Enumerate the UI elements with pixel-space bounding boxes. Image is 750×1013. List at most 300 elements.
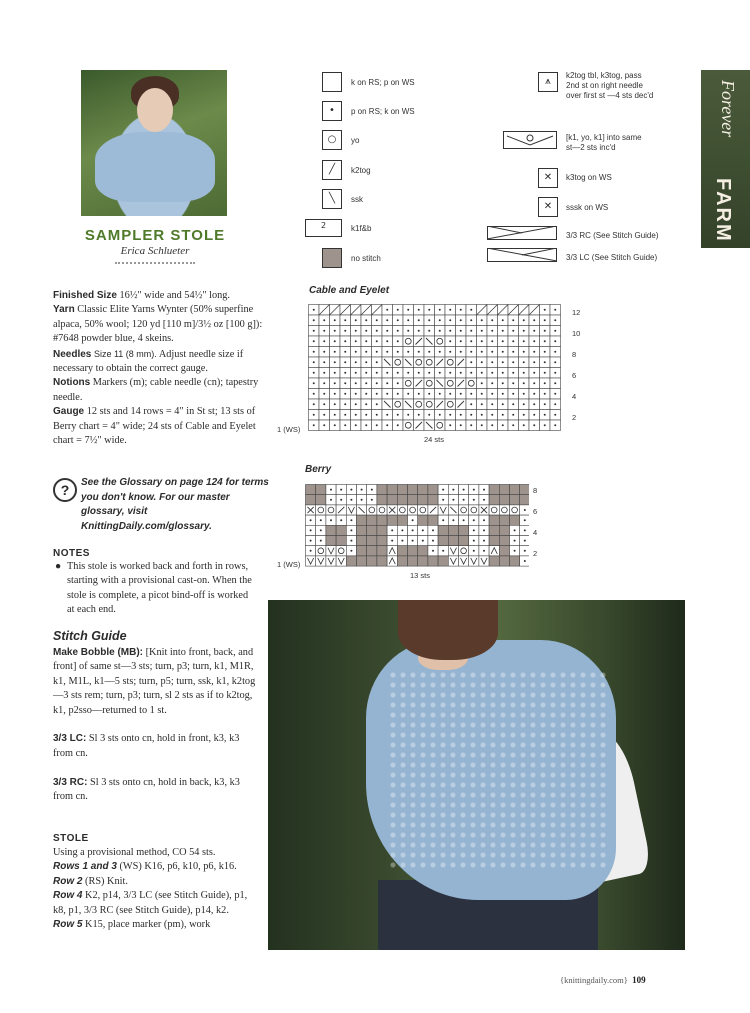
- chart-cell: [319, 368, 330, 379]
- chart-cell: [372, 389, 383, 400]
- chart-cell: [499, 515, 509, 525]
- chart-cell: [435, 347, 446, 358]
- chart-cell: [424, 378, 435, 389]
- chart-cell: [414, 357, 425, 368]
- notes-heading: NOTES: [53, 548, 90, 559]
- chart-cell: [459, 546, 469, 556]
- chart-cell: [520, 556, 529, 566]
- chart-cell: [529, 399, 540, 410]
- chart-cell: [540, 315, 551, 326]
- chart-cell: [330, 315, 341, 326]
- chart-stitch-count: 24 sts: [424, 435, 445, 444]
- chart-cell: [456, 420, 467, 431]
- chart-cell: [414, 336, 425, 347]
- chart-cell: [330, 326, 341, 337]
- notions-value: Markers (m); cable needle (cn); tapestry needle.: [53, 377, 259, 403]
- chart-cell: [309, 420, 320, 431]
- k2tog-symbol-icon: ╱: [322, 160, 342, 180]
- chart-cell: [448, 515, 458, 525]
- chart-cell: [499, 546, 509, 556]
- chart-cell: [519, 368, 530, 379]
- chart-cell: [403, 378, 414, 389]
- chart-cell: [309, 368, 320, 379]
- chart-cell: [408, 546, 418, 556]
- chart-cell: [520, 495, 529, 505]
- chart-cell: [377, 546, 387, 556]
- chart-row-start-label: 1 (WS): [277, 560, 301, 569]
- stole-row: [53, 889, 258, 918]
- finished-size-value: 16½" wide and 54½" long.: [119, 290, 230, 301]
- chart-cell: [550, 378, 561, 389]
- chart-cell: [377, 485, 387, 495]
- chart-cell: [445, 420, 456, 431]
- chart-cell: [367, 546, 377, 556]
- chart-cell: [414, 410, 425, 421]
- chart-cell: [361, 315, 372, 326]
- chart-cell: [456, 347, 467, 358]
- chart-cell: [499, 505, 509, 515]
- chart-cell: [408, 495, 418, 505]
- chart-cell: [489, 505, 499, 515]
- stitch-guide-heading: Stitch Guide: [53, 629, 127, 643]
- chart-cell: [377, 495, 387, 505]
- chart-cell: [414, 420, 425, 431]
- chart-cell: [438, 515, 448, 525]
- chart-cell: [489, 556, 499, 566]
- chart-cell: [519, 336, 530, 347]
- chart-cell: [377, 556, 387, 566]
- chart-cell: [393, 410, 404, 421]
- chart-cell: [408, 515, 418, 525]
- chart-cell: [459, 515, 469, 525]
- chart-cell: [397, 515, 407, 525]
- chart-cell: [382, 399, 393, 410]
- legend-label: k3tog on WS: [566, 173, 612, 182]
- chart-cell: [529, 357, 540, 368]
- chart-cell: [477, 305, 488, 316]
- pattern-title: SAMPLER STOLE: [84, 227, 226, 244]
- chart-cell: [382, 347, 393, 358]
- chart-cell: [309, 389, 320, 400]
- chart-cell: [499, 536, 509, 546]
- chart-cell: [424, 368, 435, 379]
- chart-cell: [309, 378, 320, 389]
- chart-cell: [326, 505, 336, 515]
- chart-cell: [424, 410, 435, 421]
- chart-cell: [351, 378, 362, 389]
- chart-cell: [309, 315, 320, 326]
- chart-cell: [330, 378, 341, 389]
- chart-cell: [529, 410, 540, 421]
- needles-label: Needles: [53, 348, 92, 360]
- chart-cell: [487, 305, 498, 316]
- chart-cell: [435, 315, 446, 326]
- legend-label: ssk: [351, 195, 363, 204]
- stole-row: [53, 860, 258, 874]
- chart-cell: [326, 495, 336, 505]
- chart-cell: [520, 515, 529, 525]
- chart-cell: [477, 420, 488, 431]
- chart-cell: [326, 536, 336, 546]
- chart-cell: [520, 525, 529, 535]
- chart-cell: [330, 410, 341, 421]
- yo-symbol-icon: ○: [322, 130, 342, 150]
- chart-cell: [550, 357, 561, 368]
- chart-cell: [382, 315, 393, 326]
- stitch-label: 3/3 RC:: [53, 776, 88, 788]
- chart-cell: [319, 315, 330, 326]
- chart-cell: [489, 536, 499, 546]
- chart-cell: [435, 357, 446, 368]
- chart-cell: [372, 357, 383, 368]
- chart-cell: [414, 326, 425, 337]
- chart-cell: [477, 368, 488, 379]
- chart-cell: [438, 485, 448, 495]
- chart-cell: [469, 515, 479, 525]
- chart-cell: [489, 485, 499, 495]
- chart-cell: [519, 326, 530, 337]
- chart-cell: [540, 347, 551, 358]
- chart-cell: [550, 336, 561, 347]
- chart-cell: [351, 357, 362, 368]
- chart-cell: [466, 420, 477, 431]
- chart-cell: [459, 495, 469, 505]
- chart-cell: [469, 556, 479, 566]
- chart-cell: [351, 420, 362, 431]
- chart-cell: [397, 485, 407, 495]
- chart-cell: [540, 378, 551, 389]
- chart-cell: [319, 410, 330, 421]
- chart-cell: [309, 326, 320, 337]
- chart-cell: [361, 389, 372, 400]
- chart-cell: [408, 556, 418, 566]
- chart-cell: [309, 410, 320, 421]
- row-number: 6: [572, 371, 577, 380]
- chart-cell: [529, 368, 540, 379]
- chart-cell: [387, 485, 397, 495]
- chart-cell: [550, 399, 561, 410]
- cable-lc-symbol-icon: [487, 248, 557, 262]
- chart-cell: [448, 556, 458, 566]
- chart-cell: [445, 315, 456, 326]
- chart-cell: [346, 536, 356, 546]
- page-footer: [560, 975, 646, 985]
- chart-cell: [306, 525, 316, 535]
- chart-cell: [448, 546, 458, 556]
- chart-cell: [326, 546, 336, 556]
- section-tab-script: Forever: [718, 80, 738, 138]
- chart-cell: [357, 495, 367, 505]
- chart-cell: [508, 420, 519, 431]
- chart-cell: [529, 336, 540, 347]
- chart-cell: [372, 420, 383, 431]
- chart-cell: [489, 495, 499, 505]
- stole-row: [53, 875, 258, 889]
- chart-cell: [382, 420, 393, 431]
- chart-cell: [498, 336, 509, 347]
- chart-cell: [529, 326, 540, 337]
- chart-cell: [456, 410, 467, 421]
- legend-label: no stitch: [351, 254, 381, 263]
- chart-cell: [519, 399, 530, 410]
- chart-cable-eyelet: [308, 304, 564, 432]
- chart-cell: [336, 505, 346, 515]
- designer-name: Erica Schlueter: [120, 245, 190, 257]
- chart-cell: [428, 525, 438, 535]
- chart-cell: [469, 495, 479, 505]
- chart-cell: [499, 556, 509, 566]
- chart-cell: [466, 378, 477, 389]
- chart-cell: [393, 336, 404, 347]
- chart-cell: [418, 495, 428, 505]
- chart-cell: [519, 420, 530, 431]
- chart-cell: [445, 347, 456, 358]
- chart-cell: [529, 315, 540, 326]
- chart-cell: [466, 368, 477, 379]
- cable-rc-symbol-icon: [487, 226, 557, 240]
- chart-cell: [510, 546, 520, 556]
- chart-cell: [377, 536, 387, 546]
- chart-cell: [346, 515, 356, 525]
- chart-cell: [306, 505, 316, 515]
- ssk-symbol-icon: ╲: [322, 189, 342, 209]
- chart-cell: [309, 357, 320, 368]
- chart-cell: [372, 347, 383, 358]
- chart-cell: [336, 556, 346, 566]
- chart-cell: [469, 536, 479, 546]
- chart-cell: [346, 556, 356, 566]
- chart-cell: [340, 357, 351, 368]
- chart-cell: [489, 546, 499, 556]
- chart-cell: [487, 357, 498, 368]
- chart-cell: [519, 378, 530, 389]
- chart-cell: [445, 410, 456, 421]
- chart-cell: [346, 546, 356, 556]
- chart-cell: [520, 485, 529, 495]
- chart-cell: [477, 347, 488, 358]
- chart-cell: [316, 485, 326, 495]
- chart-cell: [424, 357, 435, 368]
- legend-label: 3/3 LC (See Stitch Guide): [566, 253, 658, 262]
- legend-label: k2tog tbl, k3tog, pass 2nd st on right needle over first st —4 sts dec'd: [566, 71, 654, 100]
- legend-label: yo: [351, 136, 360, 145]
- chart-cell: [424, 315, 435, 326]
- chart-cell: [346, 485, 356, 495]
- bullet-icon: ●: [55, 561, 62, 572]
- chart-cell: [550, 420, 561, 431]
- chart-cell: [351, 368, 362, 379]
- chart-cell: [424, 305, 435, 316]
- chart-cell: [435, 305, 446, 316]
- chart-cell: [435, 420, 446, 431]
- chart-cell: [448, 505, 458, 515]
- chart-cell: [336, 495, 346, 505]
- chart-cell: [414, 399, 425, 410]
- stole-instructions: [53, 846, 258, 932]
- chart-cell: [540, 357, 551, 368]
- chart-cell: [361, 336, 372, 347]
- chart-cell: [340, 378, 351, 389]
- chart-cell: [336, 515, 346, 525]
- chart-cell: [309, 347, 320, 358]
- chart-cell: [508, 305, 519, 316]
- notes-body: [53, 560, 258, 618]
- chart-cell: [367, 515, 377, 525]
- chart-cell: [428, 485, 438, 495]
- chart-cell: [367, 495, 377, 505]
- chart-cell: [414, 315, 425, 326]
- chart-cell: [382, 305, 393, 316]
- chart-cell: [540, 326, 551, 337]
- chart-cell: [466, 399, 477, 410]
- row-number: 2: [533, 549, 538, 558]
- chart-cell: [319, 305, 330, 316]
- chart-cell: [367, 525, 377, 535]
- row-number: 6: [533, 507, 538, 516]
- k3tog-ws-symbol-icon: ✕: [538, 168, 558, 188]
- chart-cell: [357, 556, 367, 566]
- chart-cell: [340, 389, 351, 400]
- chart-cell: [487, 315, 498, 326]
- chart-cell: [351, 399, 362, 410]
- chart-cell: [361, 305, 372, 316]
- chart-cell: [319, 420, 330, 431]
- chart-cell: [498, 305, 509, 316]
- chart-cell: [387, 556, 397, 566]
- chart-cell: [414, 305, 425, 316]
- chart-cell: [456, 378, 467, 389]
- chart-cell: [428, 505, 438, 515]
- chart-cell: [408, 485, 418, 495]
- chart-cell: [330, 357, 341, 368]
- chart-cell: [336, 546, 346, 556]
- chart-cell: [387, 546, 397, 556]
- chart-cell: [428, 515, 438, 525]
- chart-cell: [387, 505, 397, 515]
- chart-cell: [397, 505, 407, 515]
- chart-cell: [351, 336, 362, 347]
- chart-cell: [424, 336, 435, 347]
- chart-cell: [377, 525, 387, 535]
- chart-cell: [438, 536, 448, 546]
- stitch-label: 3/3 LC:: [53, 733, 87, 745]
- row-number: 2: [572, 413, 577, 422]
- chart-cell: [367, 485, 377, 495]
- chart-cell: [357, 515, 367, 525]
- chart-cell: [477, 410, 488, 421]
- chart-cell: [550, 347, 561, 358]
- chart-cell: [479, 525, 489, 535]
- chart-cell: [408, 505, 418, 515]
- chart-cell: [456, 399, 467, 410]
- chart-cell: [477, 315, 488, 326]
- chart-cell: [408, 525, 418, 535]
- chart-cell: [487, 389, 498, 400]
- chart-cell: [351, 347, 362, 358]
- chart-cell: [387, 515, 397, 525]
- chart-cell: [466, 347, 477, 358]
- purl-symbol-icon: •: [322, 101, 342, 121]
- chart-cell: [508, 326, 519, 337]
- chart-cell: [330, 399, 341, 410]
- chart-cell: [340, 420, 351, 431]
- row-number: 4: [572, 392, 577, 401]
- row-text: (WS) K16, p6, k10, p6, k16.: [119, 861, 237, 873]
- row-text: (RS) Knit.: [85, 875, 128, 887]
- chart-cell: [403, 347, 414, 358]
- chart-cell: [428, 556, 438, 566]
- chart-cell: [346, 505, 356, 515]
- finished-size-label: Finished Size: [53, 290, 117, 301]
- chart-cell: [479, 505, 489, 515]
- chart-cell: [393, 368, 404, 379]
- chart-cell: [361, 326, 372, 337]
- chart-cell: [330, 305, 341, 316]
- chart-cell: [489, 525, 499, 535]
- chart-cell: [408, 536, 418, 546]
- chart-cell: [397, 536, 407, 546]
- chart-cell: [477, 326, 488, 337]
- yarn-value: Classic Elite Yarns Wynter (50% superfine alpaca, 50% wool; 120 yd [110 m]/3½ oz [100 g]): #7648 powder blue, 4 skeins.: [53, 304, 263, 345]
- chart-cell: [498, 357, 509, 368]
- chart-cell: [393, 315, 404, 326]
- chart-cell: [466, 410, 477, 421]
- chart-cell: [487, 410, 498, 421]
- chart-cell: [403, 410, 414, 421]
- row-label: Row 4: [53, 890, 83, 902]
- chart-cell: [438, 505, 448, 515]
- chart-cell: [306, 546, 316, 556]
- chart-cell: [393, 305, 404, 316]
- legend-label: k on RS; p on WS: [351, 78, 415, 87]
- chart-cell: [424, 420, 435, 431]
- chart-cell: [316, 525, 326, 535]
- legend-label: [k1, yo, k1] into same st—2 sts inc'd: [566, 133, 642, 152]
- chart-cell: [403, 326, 414, 337]
- chart-cell: [387, 536, 397, 546]
- chart-cell: [340, 347, 351, 358]
- chart-cell: [393, 389, 404, 400]
- chart-cell: [387, 495, 397, 505]
- chart-cell: [351, 410, 362, 421]
- chart-cell: [316, 515, 326, 525]
- notes-text: This stole is worked back and forth in rows, starting with a provisional cast-on. When the stole is complete, a picot bind-off is worked at each end.: [67, 561, 252, 616]
- chart-cell: [393, 347, 404, 358]
- title-divider: [115, 262, 195, 264]
- chart-cell: [316, 556, 326, 566]
- stitch-text: Sl 3 sts onto cn, hold in front, k3, k3 from cn.: [53, 733, 240, 759]
- chart-cell: [330, 389, 341, 400]
- chart-cell: [540, 336, 551, 347]
- chart-cell: [510, 495, 520, 505]
- chart-cell: [550, 368, 561, 379]
- chart-cell: [330, 347, 341, 358]
- chart-cell: [519, 410, 530, 421]
- chart-cell: [479, 556, 489, 566]
- chart-cell: [397, 556, 407, 566]
- kfb-symbol-icon: 2: [305, 219, 342, 237]
- chart-cell: [469, 485, 479, 495]
- chart-cell: [340, 399, 351, 410]
- chart-cell: [435, 410, 446, 421]
- chart-cell: [456, 336, 467, 347]
- chart-cell: [382, 410, 393, 421]
- chart-cell: [456, 368, 467, 379]
- chart-cell: [466, 357, 477, 368]
- chart-cell: [550, 326, 561, 337]
- chart-cell: [459, 525, 469, 535]
- chart-cell: [487, 336, 498, 347]
